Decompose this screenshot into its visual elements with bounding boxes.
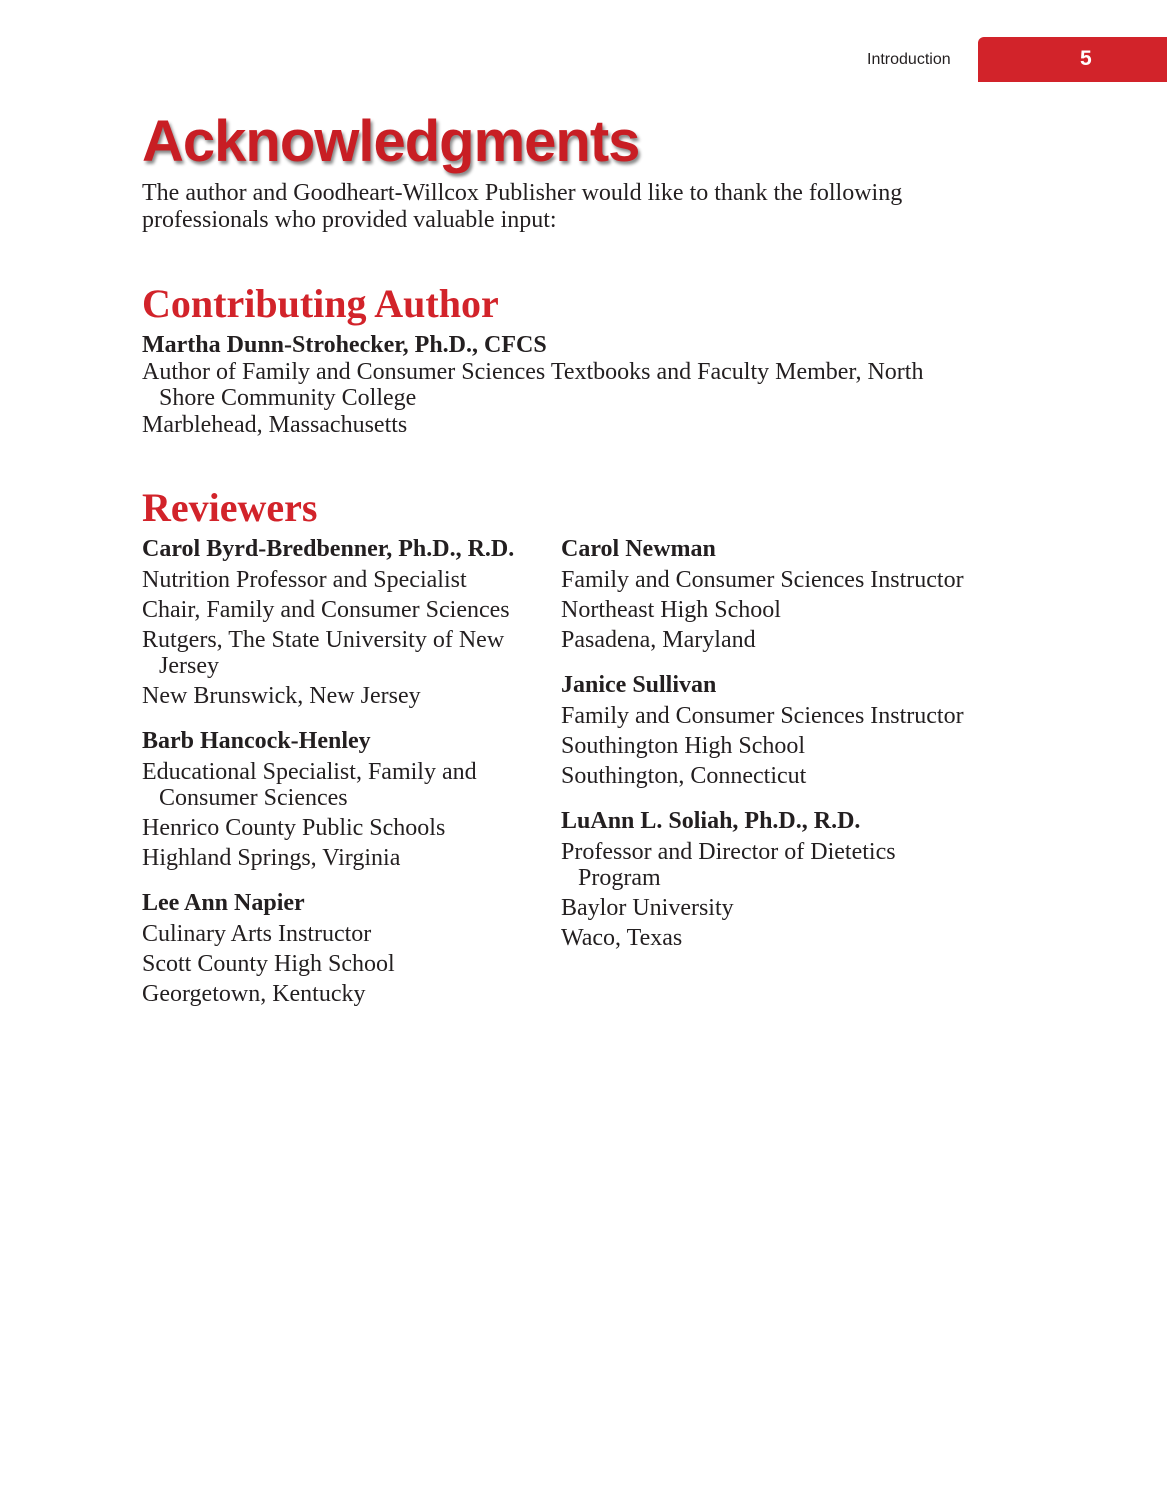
reviewer-line: Professor and Director of Dietetics Program — [561, 839, 896, 891]
contributing-author — [142, 332, 942, 439]
reviewer-line: Educational Specialist, Family and Consumer Sciences — [142, 759, 477, 811]
reviewer-name: Lee Ann Napier — [142, 890, 305, 916]
reviewer-name: Barb Hancock-Henley — [142, 728, 371, 754]
author-line: Marblehead, Massachusetts — [142, 412, 408, 438]
reviewer-line: Southington High School — [561, 733, 806, 759]
reviewer — [142, 890, 552, 1007]
page-number: 5 — [1080, 47, 1092, 70]
reviewer-name: Janice Sullivan — [561, 672, 717, 698]
reviewer-line: Southington, Connecticut — [561, 763, 807, 789]
reviewer-line: Highland Springs, Virginia — [142, 845, 401, 871]
reviewer-line: Culinary Arts Instructor — [142, 921, 372, 947]
reviewer-name: Carol Byrd-Bredbenner, Ph.D., R.D. — [142, 536, 515, 562]
reviewer-name: Carol Newman — [561, 536, 716, 562]
reviewer-line: Chair, Family and Consumer Sciences — [142, 597, 510, 623]
reviewer-line: New Brunswick, New Jersey — [142, 683, 421, 709]
reviewer — [142, 728, 552, 871]
reviewer-line: Scott County High School — [142, 951, 395, 977]
reviewer — [142, 536, 552, 709]
page-title: Acknowledgments — [142, 109, 640, 174]
reviewer-line: Family and Consumer Sciences Instructor — [561, 703, 964, 729]
author-line: Author of Family and Consumer Sciences Textbooks and Faculty Member, North Shore Community College — [142, 359, 924, 411]
section-label: Introduction — [867, 51, 951, 68]
reviewer-line: Northeast High School — [561, 597, 781, 623]
reviewer — [561, 536, 971, 653]
reviewer-line: Nutrition Professor and Specialist — [142, 567, 467, 593]
contributing-author-heading: Contributing Author — [142, 281, 499, 326]
intro-text: The author and Goodheart-Willcox Publisher would like to thank the following professionals who provided valuable input: — [142, 180, 903, 233]
reviewer-line: Georgetown, Kentucky — [142, 981, 366, 1007]
author-name: Martha Dunn-Strohecker, Ph.D., CFCS — [142, 332, 547, 358]
reviewers-left-column — [142, 536, 552, 1026]
reviewer-line: Family and Consumer Sciences Instructor — [561, 567, 964, 593]
reviewer — [561, 672, 971, 789]
reviewer-line: Pasadena, Maryland — [561, 627, 756, 653]
reviewer-line: Baylor University — [561, 895, 734, 921]
reviewer-line: Rutgers, The State University of New Jersey — [142, 627, 505, 679]
page-number-tab — [978, 37, 1167, 82]
reviewers-heading: Reviewers — [142, 485, 318, 530]
reviewer — [561, 808, 971, 951]
reviewers-right-column — [561, 536, 971, 970]
reviewer-name: LuAnn L. Soliah, Ph.D., R.D. — [561, 808, 861, 834]
reviewer-line: Waco, Texas — [561, 925, 683, 951]
reviewer-line: Henrico County Public Schools — [142, 815, 446, 841]
